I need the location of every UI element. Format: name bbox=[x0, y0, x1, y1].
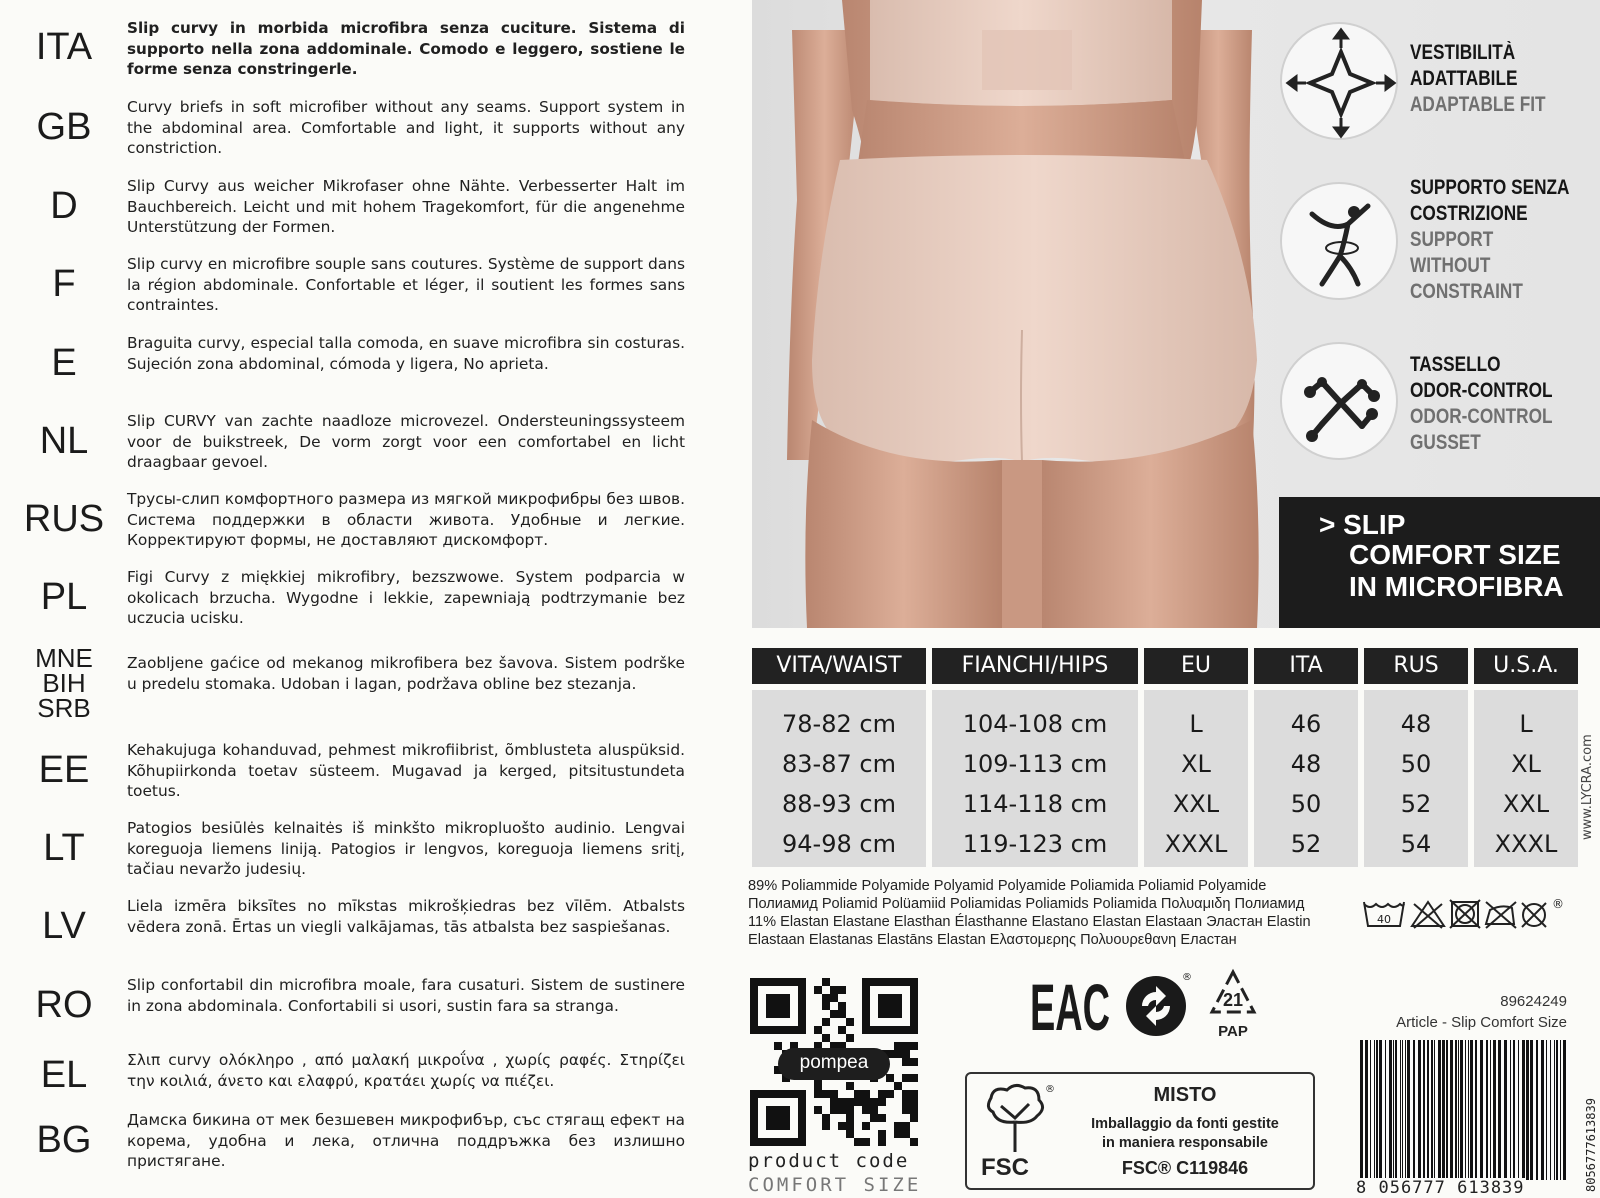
barcode-bar bbox=[1374, 1040, 1375, 1180]
lycra-url bbox=[1577, 645, 1597, 845]
barcode-bar bbox=[1536, 1040, 1538, 1180]
article-name: Article - Slip Comfort Size bbox=[1396, 1014, 1567, 1031]
qr-module bbox=[814, 1026, 822, 1034]
language-code: BG bbox=[36, 1119, 92, 1161]
fsc-tree-icon bbox=[977, 1082, 1053, 1154]
size-cell: 52 bbox=[1400, 790, 1432, 818]
support-figure-icon bbox=[1280, 182, 1398, 300]
size-column-header: EU bbox=[1144, 648, 1248, 684]
qr-module bbox=[878, 1098, 886, 1106]
feature-title: SUPPORTO SENZA bbox=[1410, 176, 1570, 199]
green-dot-icon bbox=[1122, 968, 1194, 1040]
qr-module bbox=[830, 1106, 838, 1114]
qr-module bbox=[910, 1042, 918, 1050]
size-column-header: ITA bbox=[1254, 648, 1358, 684]
composition-line: Полиамид Poliamid Polüamiid Poliamidas Poliamids Poliamida Πολυαμιδη Полиамид bbox=[748, 896, 1305, 912]
barcode-bar bbox=[1393, 1040, 1394, 1180]
barcode-bar bbox=[1395, 1040, 1397, 1180]
qr-module bbox=[902, 1130, 910, 1138]
barcode-bar bbox=[1431, 1040, 1433, 1180]
qr-module bbox=[886, 1074, 894, 1082]
barcode-bar bbox=[1550, 1040, 1551, 1180]
barcode-bar bbox=[1460, 1040, 1463, 1180]
qr-module bbox=[814, 1106, 822, 1114]
language-code-part: MNE bbox=[35, 643, 93, 673]
qr-module bbox=[894, 1122, 902, 1130]
qr-module bbox=[854, 1098, 862, 1106]
size-column-body bbox=[1364, 690, 1468, 867]
size-cell: 46 bbox=[1290, 710, 1322, 738]
language-description: Slip curvy en microfibre souple sans coutures. Système de support dans la région abdominale. Confortable et léger, il soutient les formes sans contraintes. bbox=[127, 255, 685, 314]
barcode-bar bbox=[1526, 1040, 1529, 1180]
composition-line: 89% Poliammide Polyamide Polyamid Polyamide Poliamida Poliamid Polyamide bbox=[748, 878, 1267, 894]
size-column-body bbox=[752, 690, 926, 867]
language-description: Slip Curvy aus weicher Mikrofaser ohne Nähte. Verbesserter Halt im Bauchbereich. Leicht und mit hohem Tragekomfort, für die angenehme Unterstützung der Formen. bbox=[127, 177, 685, 236]
language-description: Slip curvy in morbida microfibra senza cuciture. Sistema di supporto nella zona addominale. Comodo e leggero, sostiene le forme senza constringerle. bbox=[127, 19, 685, 78]
eac-text: EAC bbox=[1030, 970, 1110, 1044]
size-cell: XL bbox=[1511, 750, 1541, 778]
fsc-desc-line2: in maniera responsabile bbox=[1101, 1135, 1268, 1151]
size-cell: 52 bbox=[1290, 830, 1322, 858]
barcode-bar bbox=[1510, 1040, 1511, 1180]
recycle-triangle-icon bbox=[1200, 968, 1266, 1022]
qr-module bbox=[822, 1122, 830, 1130]
qr-module bbox=[862, 1090, 870, 1098]
qr-module bbox=[846, 1018, 854, 1026]
qr-module bbox=[838, 1026, 846, 1034]
barcode-bar bbox=[1389, 1040, 1392, 1180]
size-column-header: VITA/WAIST bbox=[752, 648, 926, 684]
barcode-bar bbox=[1413, 1040, 1415, 1180]
feature-subtitle: GUSSET bbox=[1410, 431, 1481, 454]
size-cell: 114-118 cm bbox=[962, 790, 1108, 818]
qr-module bbox=[830, 1098, 838, 1106]
slip-line-2: COMFORT SIZE bbox=[1349, 539, 1561, 570]
feature-title: COSTRIZIONE bbox=[1410, 202, 1528, 225]
qr-module bbox=[910, 1114, 918, 1122]
barcode-bar bbox=[1498, 1040, 1501, 1180]
barcode-bar bbox=[1438, 1040, 1441, 1180]
qr-module bbox=[902, 1042, 910, 1050]
composition-line: Elastaan Elastanas Elastāns Elastan Ελαστομερης Πολυουρεθανη Еластан bbox=[748, 932, 1237, 948]
qr-module bbox=[814, 1082, 822, 1090]
qr-module bbox=[830, 1090, 838, 1098]
language-description: Braguita curvy, especial talla comoda, en suave microfibra sin costuras. Sujeción zona abdominal, cómoda y ligera, No aprieta. bbox=[127, 334, 685, 373]
fsc-code: FSC® C119846 bbox=[1121, 1158, 1249, 1178]
barcode-bar bbox=[1370, 1040, 1371, 1180]
language-description: Patogios besiūlės kelnaitės iš minkšto mikropluošto audinio. Lengvai koreguoja liemens liniją. Patogios ir lengvos, koreguoja liemens sritį, tačiau nevaržo judesių. bbox=[127, 819, 685, 878]
size-cell: 54 bbox=[1400, 830, 1432, 858]
barcode-bar bbox=[1423, 1040, 1425, 1180]
language-code: NL bbox=[39, 420, 89, 462]
qr-module bbox=[862, 1122, 870, 1130]
no-tumble-dry-icon bbox=[1450, 900, 1480, 928]
slip-line-1: > SLIP bbox=[1319, 509, 1406, 540]
wash-temp: 40 bbox=[1377, 913, 1391, 926]
adaptable-fit-icon bbox=[1280, 22, 1398, 140]
qr-module bbox=[846, 1106, 854, 1114]
language-description: Zaobljene gaćice od mekanog mikrofibera bez šavova. Sistem podrške u predelu stomaka. Udoban i lagan, podržava obline bez stezanja. bbox=[127, 654, 685, 693]
barcode-bar bbox=[1465, 1040, 1466, 1180]
qr-module bbox=[846, 1098, 854, 1106]
article-code: 89624249 bbox=[1500, 993, 1567, 1010]
barcode-bar bbox=[1560, 1040, 1561, 1180]
qr-module bbox=[902, 1050, 910, 1058]
language-description: Slip CURVY van zachte naadloze microvezel. Ondersteuningssysteem voor de buikstreek, De vorm zorgt voor een comfortabel en licht draagbaar gevoel. bbox=[127, 412, 685, 471]
qr-finder bbox=[766, 1106, 790, 1130]
product-photo-panel bbox=[752, 0, 1600, 628]
qr-module bbox=[814, 986, 822, 994]
qr-module bbox=[822, 1002, 830, 1010]
size-column-header: U.S.A. bbox=[1474, 648, 1578, 684]
care-symbols bbox=[1362, 896, 1562, 932]
wash-40-icon bbox=[1364, 902, 1404, 926]
size-cell: 109-113 cm bbox=[962, 750, 1108, 778]
size-cell: L bbox=[1519, 710, 1533, 738]
size-cell: XXXL bbox=[1494, 830, 1558, 858]
barcode-bar bbox=[1400, 1040, 1401, 1180]
size-cell: 50 bbox=[1290, 790, 1322, 818]
qr-module bbox=[870, 1114, 878, 1122]
qr-module bbox=[902, 1090, 910, 1098]
registered-mark: ® bbox=[1552, 897, 1564, 911]
barcode-bar bbox=[1493, 1040, 1496, 1180]
barcode-bar bbox=[1450, 1040, 1453, 1180]
recycle-code: 21 bbox=[1222, 990, 1244, 1010]
qr-module bbox=[830, 986, 838, 994]
size-cell: 119-123 cm bbox=[962, 830, 1108, 858]
qr-module bbox=[822, 1114, 830, 1122]
barcode-side-text: 8056777613839 bbox=[1584, 1098, 1598, 1192]
language-code: PL bbox=[40, 576, 88, 618]
size-cell: 78-82 cm bbox=[782, 710, 896, 738]
barcode-side-number bbox=[1583, 1060, 1599, 1195]
qr-module bbox=[894, 1130, 902, 1138]
qr-module bbox=[910, 1098, 918, 1106]
size-column-header: FIANCHI/HIPS bbox=[932, 648, 1138, 684]
svg-text:®: ® bbox=[1045, 1084, 1055, 1095]
feature-subtitle: ODOR-CONTROL bbox=[1410, 405, 1553, 428]
qr-module bbox=[910, 1090, 918, 1098]
language-code: LV bbox=[42, 905, 86, 947]
qr-module bbox=[822, 1090, 830, 1098]
size-cell: 94-98 cm bbox=[782, 830, 896, 858]
qr-module bbox=[838, 1106, 846, 1114]
size-cell: XL bbox=[1181, 750, 1211, 778]
size-cell: 88-93 cm bbox=[782, 790, 896, 818]
language-description: Kehakujuga kohanduvad, pehmest mikrofiibrist, õmblusteta aluspüksid. Kõhupiirkonda toetav süsteem. Mugavad ja kerged, pitsitustundeta toetus. bbox=[127, 741, 685, 800]
size-column-body bbox=[1254, 690, 1358, 867]
language-description: Liela izmēra biksītes no mīkstas mikrošķiedras bez vīlēm. Atbalsts vēdera zonā. Ērtas un viegli valkājamas, tās atbalsta bez saspiešanas. bbox=[127, 897, 685, 936]
barcode-bar bbox=[1365, 1040, 1368, 1180]
qr-module bbox=[902, 1058, 910, 1066]
model-photo bbox=[752, 0, 1292, 628]
qr-module bbox=[870, 1098, 878, 1106]
language-description: Curvy briefs in soft microfiber without any seams. Support system in the abdominal area. Comfortable and light, it supports without any constriction. bbox=[127, 98, 685, 157]
size-cell: 48 bbox=[1400, 710, 1432, 738]
barcode-bar bbox=[1563, 1040, 1566, 1180]
qr-module bbox=[894, 1042, 902, 1050]
size-column bbox=[1144, 648, 1248, 867]
barcode-bar bbox=[1446, 1040, 1448, 1180]
qr-module bbox=[862, 1098, 870, 1106]
qr-finder bbox=[878, 994, 902, 1018]
qr-module bbox=[902, 1106, 910, 1114]
qr-module bbox=[838, 1002, 846, 1010]
barcode-bar bbox=[1518, 1040, 1519, 1180]
qr-module bbox=[878, 1114, 886, 1122]
barcode-bar bbox=[1427, 1040, 1429, 1180]
language-code: E bbox=[51, 342, 77, 384]
slip-line-3: IN MICROFIBRA bbox=[1349, 571, 1564, 602]
size-cell: 48 bbox=[1290, 750, 1322, 778]
qr-finder bbox=[766, 994, 790, 1018]
size-column-header: RUS bbox=[1364, 648, 1468, 684]
barcode-bar bbox=[1475, 1040, 1477, 1180]
barcode-bar bbox=[1470, 1040, 1473, 1180]
recycle-label: PAP bbox=[1218, 1023, 1248, 1040]
qr-module bbox=[878, 1138, 886, 1146]
barcode-bar bbox=[1480, 1040, 1483, 1180]
size-column-body bbox=[1474, 690, 1578, 867]
svg-text:®: ® bbox=[1182, 972, 1192, 983]
language-description: Slip confortabil din microfibra moale, fara cusaturi. Sistem de sustinere in zona abdominala. Confortabili si usori, sustin fara sa stranga. bbox=[127, 976, 685, 1015]
feature-subtitle: ADAPTABLE FIT bbox=[1410, 93, 1546, 116]
barcode-bar bbox=[1405, 1040, 1406, 1180]
language-description: Трусы-слип комфортного размера из мягкой микрофибры без швов. Система поддержки в области живота. Удобные и легкие. Корректируют формы, не доставляют дискомфорт. bbox=[127, 490, 685, 549]
barcode-bar bbox=[1407, 1040, 1410, 1180]
language-code-part: BIH bbox=[42, 668, 86, 698]
barcode-bar bbox=[1490, 1040, 1491, 1180]
barcode-bar bbox=[1486, 1040, 1488, 1180]
qr-module bbox=[822, 1034, 830, 1042]
barcode-number: 8 056777 613839 bbox=[1356, 1178, 1525, 1198]
barcode-bar bbox=[1546, 1040, 1547, 1180]
language-code: RUS bbox=[23, 498, 105, 540]
size-cell: XXL bbox=[1502, 790, 1550, 818]
language-code: ITA bbox=[35, 26, 93, 68]
barcode-bar bbox=[1434, 1040, 1435, 1180]
no-dry-clean-icon bbox=[1522, 903, 1546, 927]
qr-module bbox=[902, 1098, 910, 1106]
fsc-logo-text: FSC bbox=[981, 1154, 1029, 1181]
feature-subtitle: WITHOUT bbox=[1410, 254, 1491, 277]
fsc-description bbox=[1065, 1115, 1305, 1153]
language-code: GB bbox=[36, 106, 92, 148]
language-description: Дамска бикина от мек безшевен микрофибър, със стягащ ефект на корема, удобна и лека, отлична поддръжка без излишно пристягане. bbox=[127, 1111, 685, 1170]
qr-module bbox=[910, 1058, 918, 1066]
barcode-bar bbox=[1455, 1040, 1457, 1180]
size-cell: 104-108 cm bbox=[962, 710, 1108, 738]
size-cell: 50 bbox=[1400, 750, 1432, 778]
language-code bbox=[14, 643, 114, 723]
language-description: Figi Curvy z miękkiej mikrofibry, bezszwowe. System podparcia w okolicach brzucha. Wygodne i lekkie, zapewniają podtrzymanie bez uczucia ucisku. bbox=[127, 568, 685, 627]
size-column bbox=[1254, 648, 1358, 867]
size-column bbox=[1474, 648, 1578, 867]
size-column-body bbox=[1144, 690, 1248, 867]
qr-module bbox=[838, 986, 846, 994]
barcode-bar bbox=[1402, 1040, 1403, 1180]
qr-module bbox=[854, 1138, 862, 1146]
barcode-bar bbox=[1418, 1040, 1421, 1180]
composition-line: 11% Elastan Elastane Elasthan Élasthanne Elastano Elastan Elastaan Эластан Elastin bbox=[748, 914, 1311, 930]
language-code: LT bbox=[43, 827, 85, 869]
size-column bbox=[932, 648, 1138, 867]
qr-module bbox=[878, 1090, 886, 1098]
qr-module bbox=[862, 1106, 870, 1114]
language-code: RO bbox=[35, 984, 93, 1026]
qr-module bbox=[774, 1042, 782, 1050]
feature-title: TASSELLO bbox=[1410, 353, 1501, 376]
qr-module bbox=[822, 1018, 830, 1026]
qr-module bbox=[870, 1106, 878, 1114]
qr-module bbox=[910, 1074, 918, 1082]
size-column-body bbox=[932, 690, 1138, 867]
qr-module bbox=[902, 1074, 910, 1082]
barcode-bar bbox=[1504, 1040, 1507, 1180]
language-description: Σλιπ curvy ολόκληρο , από μαλακή μικροΐνα , χωρίς ραφές. Στηρίζει την κοιλιά, άνετο και ελαφρύ, κρατάει χωρίς να πιέζει. bbox=[127, 1051, 685, 1090]
feature-title: ADATTABILE bbox=[1410, 67, 1518, 90]
qr-module bbox=[862, 1138, 870, 1146]
qr-module bbox=[846, 1122, 854, 1130]
qr-module bbox=[854, 1090, 862, 1098]
qr-module bbox=[846, 1114, 854, 1122]
qr-module bbox=[894, 1082, 902, 1090]
size-column bbox=[752, 648, 926, 867]
qr-module bbox=[878, 1130, 886, 1138]
product-name-box bbox=[1279, 497, 1600, 628]
barcode-bar bbox=[1360, 1040, 1363, 1180]
qr-module bbox=[846, 1082, 854, 1090]
qr-module bbox=[910, 1138, 918, 1146]
brand-logo: pompea bbox=[778, 1048, 890, 1080]
barcode-bar bbox=[1458, 1040, 1459, 1180]
qr-module bbox=[886, 1090, 894, 1098]
barcode-bar bbox=[1541, 1040, 1544, 1180]
size-cell: L bbox=[1189, 710, 1203, 738]
qr-module bbox=[822, 978, 830, 986]
language-code: EL bbox=[40, 1054, 88, 1096]
qr-module bbox=[894, 1050, 902, 1058]
qr-module bbox=[838, 1010, 846, 1018]
barcode bbox=[1358, 1040, 1570, 1180]
feature-subtitle: SUPPORT bbox=[1410, 228, 1494, 251]
feature-title: ODOR-CONTROL bbox=[1410, 379, 1553, 402]
barcode-bar bbox=[1522, 1040, 1525, 1180]
no-bleach-icon bbox=[1412, 902, 1444, 928]
size-cell: XXL bbox=[1172, 790, 1220, 818]
barcode-bar bbox=[1513, 1040, 1515, 1180]
fsc-label bbox=[965, 1072, 1315, 1190]
qr-module bbox=[838, 1122, 846, 1130]
eac-mark-icon bbox=[1030, 970, 1110, 1044]
fsc-title: MISTO bbox=[1153, 1084, 1217, 1106]
product-code-value: COMFORT SIZE bbox=[748, 1174, 922, 1196]
language-code-part: SRB bbox=[37, 693, 91, 723]
barcode-bar bbox=[1554, 1040, 1555, 1180]
language-code: F bbox=[52, 263, 76, 305]
barcode-bar bbox=[1385, 1040, 1386, 1180]
feature-title: VESTIBILITÀ bbox=[1410, 41, 1516, 64]
size-cell: 83-87 cm bbox=[782, 750, 896, 778]
barcode-bar bbox=[1468, 1040, 1469, 1180]
qr-module bbox=[846, 1034, 854, 1042]
qr-module bbox=[830, 994, 838, 1002]
barcode-bar bbox=[1379, 1040, 1382, 1180]
qr-module bbox=[846, 1130, 854, 1138]
barcode-bar bbox=[1442, 1040, 1445, 1180]
fsc-desc-line1: Imballaggio da fonti gestite bbox=[1091, 1116, 1279, 1132]
size-column bbox=[1364, 648, 1468, 867]
language-code: EE bbox=[38, 749, 90, 791]
qr-module bbox=[838, 1098, 846, 1106]
qr-module bbox=[902, 1122, 910, 1130]
qr-module bbox=[822, 994, 830, 1002]
qr-module bbox=[910, 1106, 918, 1114]
feature-subtitle: CONSTRAINT bbox=[1410, 280, 1523, 303]
size-cell: XXXL bbox=[1164, 830, 1228, 858]
barcode-bar bbox=[1530, 1040, 1533, 1180]
product-code-label: product code bbox=[748, 1150, 910, 1172]
barcode-bar bbox=[1556, 1040, 1558, 1180]
odor-control-icon bbox=[1280, 342, 1398, 460]
language-code: D bbox=[50, 185, 78, 227]
qr-module bbox=[830, 1010, 838, 1018]
lycra-text: www.LYCRA.com bbox=[1580, 734, 1595, 840]
qr-module bbox=[814, 1090, 822, 1098]
no-iron-icon bbox=[1486, 902, 1516, 928]
barcode-bar bbox=[1376, 1040, 1378, 1180]
